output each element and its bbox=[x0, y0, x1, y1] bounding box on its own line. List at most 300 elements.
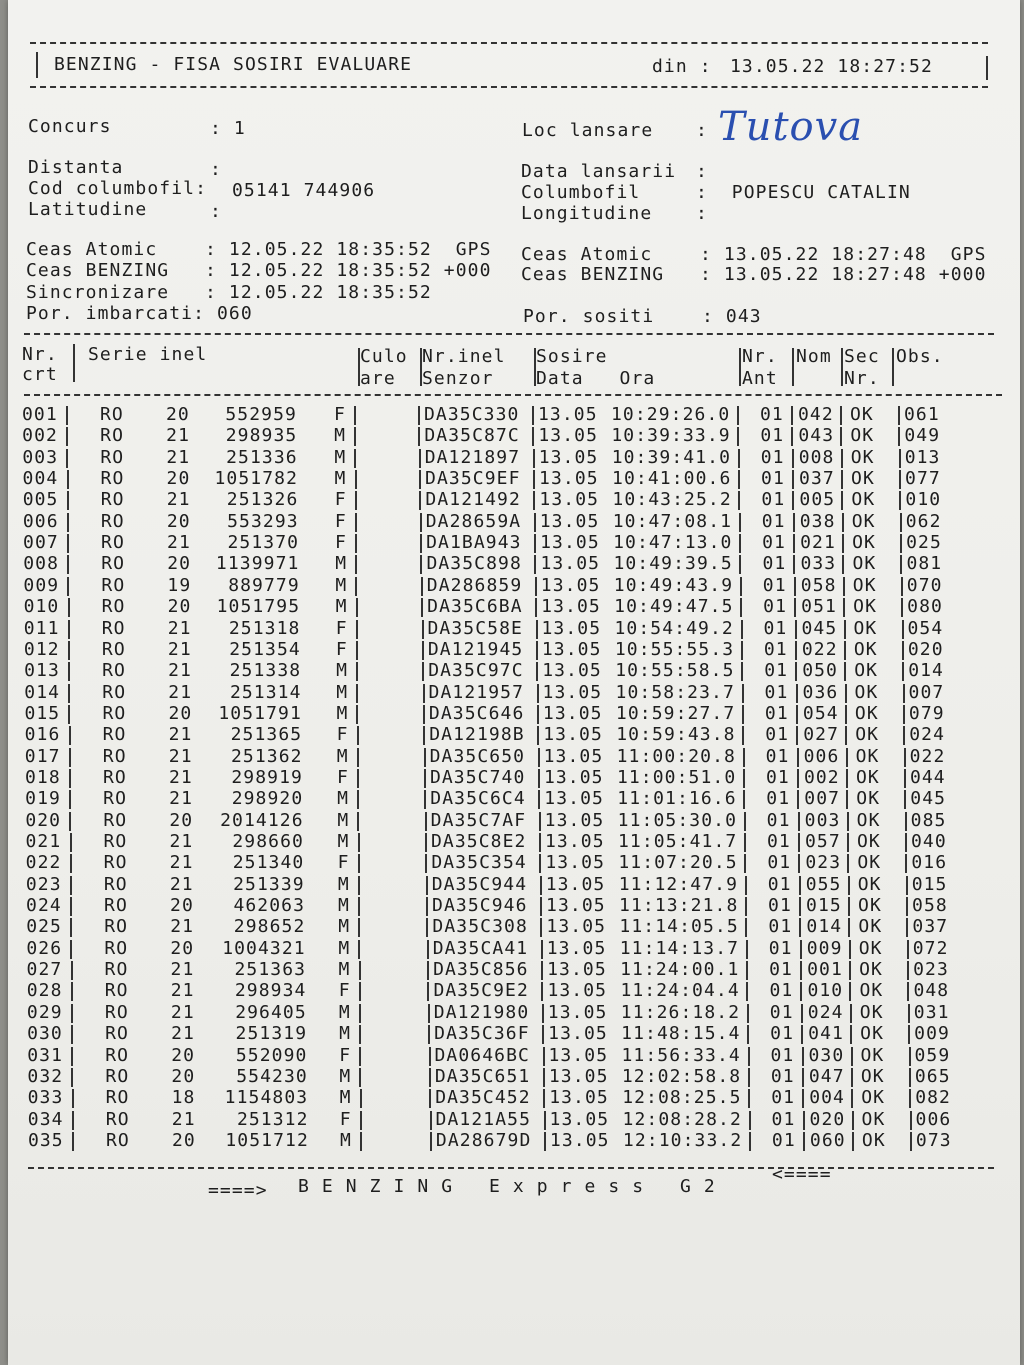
row-nr: 004 bbox=[22, 468, 59, 490]
row-arrival-date: 13.05 bbox=[548, 1065, 609, 1087]
row-sex: M bbox=[335, 574, 348, 596]
row-country: RO bbox=[100, 425, 125, 447]
row-nom: 027 bbox=[803, 724, 840, 746]
ceas-benzing-end: Ceas BENZING : 13.05.22 18:27:48 +000 bbox=[521, 264, 987, 285]
column-separator bbox=[356, 705, 358, 724]
row-arrival-time: 10:49:43.9 bbox=[613, 574, 734, 596]
row-sec: OK bbox=[851, 468, 875, 490]
column-separator bbox=[791, 406, 793, 425]
row-year: 21 bbox=[168, 660, 192, 682]
row-year: 20 bbox=[170, 937, 195, 959]
row-nr-ant: 01 bbox=[766, 809, 791, 831]
row-nr-ant: 01 bbox=[767, 831, 791, 852]
row-nr: 012 bbox=[23, 638, 60, 660]
column-separator bbox=[901, 577, 903, 596]
row-nr-ant: 01 bbox=[769, 980, 794, 1002]
row-arrival-date: 13.05 bbox=[541, 596, 601, 618]
row-nr-ant: 01 bbox=[764, 681, 789, 703]
column-separator bbox=[742, 705, 744, 724]
row-chip-id: DA35C308 bbox=[432, 916, 528, 938]
row-sec: OK bbox=[852, 574, 877, 596]
row-sec: OK bbox=[859, 959, 883, 981]
column-separator bbox=[795, 662, 797, 681]
column-separator bbox=[792, 470, 794, 489]
table-row bbox=[8, 916, 1020, 937]
row-country: RO bbox=[103, 788, 128, 810]
column-separator bbox=[421, 577, 423, 596]
column-separator bbox=[851, 1047, 853, 1066]
column-separator bbox=[359, 1068, 361, 1087]
row-sex: M bbox=[337, 809, 350, 831]
row-sec: OK bbox=[861, 1129, 886, 1151]
row-nr: 010 bbox=[23, 596, 60, 618]
column-separator bbox=[359, 961, 361, 980]
row-nom: 015 bbox=[806, 895, 842, 917]
row-chip-id: DA121A55 bbox=[435, 1108, 532, 1130]
row-ring-number: 298919 bbox=[231, 766, 303, 788]
row-sec: OK bbox=[860, 1044, 885, 1066]
row-sex: M bbox=[339, 1023, 351, 1045]
column-separator bbox=[354, 427, 356, 446]
table-row bbox=[8, 874, 1020, 895]
column-separator bbox=[422, 641, 424, 660]
column-separator bbox=[356, 662, 358, 681]
row-sex: F bbox=[335, 638, 348, 660]
row-year: 20 bbox=[167, 553, 192, 575]
column-separator bbox=[799, 897, 801, 916]
row-arrival-date: 13.05 bbox=[545, 831, 605, 852]
column-separator bbox=[745, 897, 747, 916]
row-ring-number: 552959 bbox=[225, 404, 297, 425]
column-separator bbox=[903, 726, 905, 745]
row-arrival-date: 13.05 bbox=[547, 1001, 608, 1023]
row-nr: 001 bbox=[22, 404, 58, 425]
column-separator bbox=[901, 598, 903, 617]
column-separator bbox=[424, 769, 426, 788]
column-separator bbox=[802, 1089, 804, 1108]
column-separator bbox=[426, 876, 428, 895]
column-separator bbox=[738, 470, 740, 489]
table-header-bottom-rule bbox=[24, 394, 1002, 396]
row-arrival-time: 11:14:13.7 bbox=[619, 937, 740, 959]
row-sex: M bbox=[334, 425, 347, 447]
row-arrival-time: 10:29:26.0 bbox=[611, 404, 731, 425]
row-country: RO bbox=[104, 895, 128, 917]
row-nom: 003 bbox=[804, 809, 841, 831]
column-separator bbox=[538, 769, 540, 788]
row-country: RO bbox=[104, 1001, 129, 1023]
row-nr: 025 bbox=[26, 916, 62, 938]
row-nom: 001 bbox=[807, 959, 843, 981]
row-nr-ant: 01 bbox=[763, 638, 788, 660]
column-separator bbox=[794, 598, 796, 617]
row-nr: 003 bbox=[22, 446, 59, 468]
row-country: RO bbox=[102, 681, 127, 703]
row-sec: OK bbox=[852, 553, 877, 575]
row-year: 21 bbox=[167, 617, 192, 639]
column-separator bbox=[795, 620, 797, 639]
row-arrival-date: 13.05 bbox=[545, 852, 606, 874]
column-separator bbox=[358, 940, 360, 959]
row-ring-number: 298652 bbox=[233, 916, 306, 938]
cod-columbofil-value: 05141 744906 bbox=[232, 180, 376, 201]
column-separator bbox=[419, 470, 421, 489]
column-separator bbox=[430, 1132, 432, 1151]
row-country: RO bbox=[103, 873, 128, 895]
header-sep bbox=[841, 348, 843, 386]
row-chip-id: DA35C36F bbox=[434, 1023, 530, 1045]
row-arrival-time: 12:08:25.5 bbox=[622, 1087, 742, 1109]
column-separator bbox=[741, 641, 743, 660]
row-country: RO bbox=[105, 1108, 130, 1130]
row-sec: OK bbox=[857, 852, 882, 874]
row-country: RO bbox=[100, 468, 125, 490]
row-year: 21 bbox=[168, 745, 193, 767]
row-sex: F bbox=[336, 766, 349, 788]
row-ring-number: 889779 bbox=[228, 574, 300, 596]
row-obs: 081 bbox=[906, 553, 943, 575]
row-nr: 021 bbox=[25, 831, 62, 852]
column-separator bbox=[843, 577, 845, 596]
column-separator bbox=[72, 1132, 74, 1151]
row-obs: 077 bbox=[905, 468, 941, 490]
row-sex: M bbox=[339, 1087, 352, 1109]
row-ring-number: 251339 bbox=[233, 873, 305, 895]
row-chip-id: DA0646BC bbox=[434, 1044, 530, 1066]
row-obs: 059 bbox=[914, 1044, 951, 1066]
header-serie-inel: Serie inel bbox=[88, 344, 208, 365]
table-row bbox=[8, 1045, 1020, 1066]
column-separator bbox=[536, 620, 538, 639]
row-year: 21 bbox=[166, 425, 191, 447]
column-separator bbox=[425, 833, 427, 852]
row-sex: F bbox=[334, 510, 347, 532]
column-separator bbox=[538, 748, 540, 767]
table-row bbox=[8, 682, 1020, 703]
row-obs: 070 bbox=[906, 574, 943, 596]
row-country: RO bbox=[104, 916, 129, 938]
header-nr-inel: Nr.inel bbox=[422, 346, 506, 367]
printed-sheet bbox=[8, 0, 1020, 1365]
row-sec: OK bbox=[855, 766, 880, 788]
row-ring-number: 296405 bbox=[235, 1001, 307, 1023]
row-nr: 002 bbox=[22, 425, 58, 447]
header-sec-nr: Nr. bbox=[844, 368, 880, 389]
row-year: 21 bbox=[171, 1023, 195, 1045]
row-obs: 061 bbox=[904, 404, 940, 425]
row-chip-id: DA35CA41 bbox=[432, 937, 529, 959]
row-arrival-date: 13.05 bbox=[539, 510, 600, 532]
row-chip-id: DA28679D bbox=[435, 1129, 532, 1151]
column-separator bbox=[909, 1089, 911, 1108]
row-country: RO bbox=[102, 660, 126, 682]
row-ring-number: 552090 bbox=[235, 1044, 308, 1066]
row-nom: 041 bbox=[808, 1023, 844, 1045]
row-ring-number: 298920 bbox=[231, 788, 304, 810]
column-separator bbox=[425, 812, 427, 831]
row-obs: 079 bbox=[908, 702, 945, 724]
header-nr: Nr. bbox=[22, 344, 58, 365]
row-nr-ant: 01 bbox=[765, 745, 790, 767]
column-separator bbox=[537, 705, 539, 724]
row-obs: 022 bbox=[909, 745, 946, 767]
row-chip-id: DA121897 bbox=[424, 446, 521, 468]
row-nom: 033 bbox=[800, 553, 837, 575]
column-separator bbox=[66, 427, 68, 446]
column-separator bbox=[67, 513, 69, 532]
column-separator bbox=[741, 620, 743, 639]
row-nr: 016 bbox=[24, 724, 61, 746]
row-obs: 010 bbox=[905, 489, 942, 511]
column-separator bbox=[421, 598, 423, 617]
loc-lansare-sep: : bbox=[696, 120, 708, 141]
row-year: 21 bbox=[170, 980, 195, 1002]
column-separator bbox=[802, 1047, 804, 1066]
column-separator bbox=[357, 769, 359, 788]
column-separator bbox=[355, 577, 357, 596]
sincronizare: Sincronizare : 12.05.22 18:35:52 bbox=[26, 282, 432, 303]
row-nr: 032 bbox=[27, 1065, 64, 1087]
column-separator bbox=[71, 1068, 73, 1087]
column-separator bbox=[539, 854, 541, 873]
row-nom: 051 bbox=[801, 596, 837, 618]
row-nr-ant: 01 bbox=[770, 1065, 795, 1087]
column-separator bbox=[541, 961, 543, 980]
column-separator bbox=[66, 406, 68, 425]
column-separator bbox=[420, 534, 422, 553]
row-sex: M bbox=[338, 937, 351, 959]
column-separator bbox=[67, 470, 69, 489]
porumbei-sositi: Por. sositi : 043 bbox=[523, 306, 762, 327]
column-separator bbox=[803, 1111, 805, 1130]
column-separator bbox=[67, 555, 69, 574]
column-separator bbox=[745, 918, 747, 937]
row-arrival-date: 13.05 bbox=[539, 468, 599, 490]
row-arrival-time: 11:05:41.7 bbox=[618, 831, 738, 852]
row-sec: OK bbox=[850, 404, 874, 425]
row-chip-id: DA35C87C bbox=[424, 425, 520, 447]
row-sex: M bbox=[336, 681, 349, 703]
row-country: RO bbox=[100, 510, 125, 532]
column-separator bbox=[356, 598, 358, 617]
column-separator bbox=[741, 662, 743, 681]
row-sec: OK bbox=[860, 1023, 885, 1045]
row-sex: F bbox=[337, 852, 350, 874]
row-nr: 033 bbox=[27, 1087, 64, 1109]
row-arrival-date: 13.05 bbox=[548, 1044, 609, 1066]
column-separator bbox=[68, 662, 70, 681]
row-nom: 022 bbox=[801, 638, 838, 660]
column-separator bbox=[71, 982, 73, 1001]
row-nom: 057 bbox=[805, 831, 841, 852]
row-arrival-time: 10:59:27.7 bbox=[615, 702, 736, 724]
table-row bbox=[8, 852, 1020, 873]
column-separator bbox=[848, 897, 850, 916]
row-ring-number: 298660 bbox=[232, 831, 304, 852]
row-arrival-time: 11:24:00.1 bbox=[620, 959, 740, 981]
column-separator bbox=[69, 726, 71, 745]
column-separator bbox=[845, 705, 847, 724]
row-nom: 060 bbox=[809, 1129, 846, 1151]
column-separator bbox=[534, 534, 536, 553]
column-separator bbox=[354, 449, 356, 468]
row-chip-id: DA35C8E2 bbox=[431, 831, 527, 852]
row-year: 20 bbox=[169, 809, 194, 831]
column-separator bbox=[800, 961, 802, 980]
row-country: RO bbox=[100, 404, 124, 425]
column-separator bbox=[430, 1111, 432, 1130]
column-separator bbox=[534, 513, 536, 532]
row-ring-number: 251363 bbox=[234, 959, 307, 981]
header-senzor: Senzor bbox=[422, 368, 494, 389]
row-sec: OK bbox=[860, 1065, 885, 1087]
column-separator bbox=[360, 1132, 362, 1151]
row-sec: OK bbox=[850, 446, 875, 468]
row-obs: 023 bbox=[913, 959, 949, 981]
footer-brand: B E N Z I N G E x p r e s s G 2 bbox=[298, 1176, 716, 1197]
column-separator bbox=[420, 513, 422, 532]
column-separator bbox=[543, 1068, 545, 1087]
table-row bbox=[8, 895, 1020, 916]
column-separator bbox=[358, 833, 360, 852]
column-separator bbox=[356, 641, 358, 660]
row-arrival-date: 13.05 bbox=[546, 916, 607, 938]
row-arrival-date: 13.05 bbox=[542, 660, 602, 682]
table-row bbox=[8, 980, 1020, 1001]
column-separator bbox=[535, 577, 537, 596]
column-separator bbox=[71, 1047, 73, 1066]
row-ring-number: 251318 bbox=[228, 617, 301, 639]
row-sex: M bbox=[334, 446, 347, 468]
column-separator bbox=[844, 641, 846, 660]
row-arrival-date: 13.05 bbox=[546, 895, 606, 917]
row-nr-ant: 01 bbox=[760, 446, 785, 468]
column-separator bbox=[67, 534, 69, 553]
column-separator bbox=[746, 982, 748, 1001]
column-separator bbox=[800, 940, 802, 959]
row-sec: OK bbox=[853, 596, 878, 618]
row-country: RO bbox=[105, 1023, 129, 1045]
column-separator bbox=[743, 769, 745, 788]
column-separator bbox=[359, 1025, 361, 1044]
row-year: 19 bbox=[167, 574, 192, 596]
column-separator bbox=[355, 491, 357, 510]
row-arrival-time: 10:49:47.5 bbox=[614, 596, 734, 618]
row-chip-id: DA35C9E2 bbox=[433, 980, 529, 1002]
row-arrival-time: 10:49:39.5 bbox=[613, 553, 733, 575]
row-obs: 009 bbox=[914, 1023, 950, 1045]
column-separator bbox=[841, 449, 843, 468]
header-sep bbox=[73, 344, 75, 382]
row-country: RO bbox=[100, 489, 125, 511]
column-separator bbox=[846, 769, 848, 788]
column-separator bbox=[794, 577, 796, 596]
row-ring-number: 251365 bbox=[230, 724, 303, 746]
column-separator bbox=[852, 1132, 854, 1151]
row-obs: 082 bbox=[915, 1087, 951, 1109]
row-nr-ant: 01 bbox=[760, 425, 785, 447]
column-separator bbox=[424, 790, 426, 809]
column-separator bbox=[538, 790, 540, 809]
column-separator bbox=[69, 769, 71, 788]
column-separator bbox=[796, 684, 798, 703]
row-arrival-date: 13.05 bbox=[544, 788, 604, 810]
row-nr-ant: 01 bbox=[769, 1001, 794, 1023]
row-arrival-time: 10:47:13.0 bbox=[613, 532, 733, 554]
column-separator bbox=[67, 491, 69, 510]
column-separator bbox=[418, 406, 420, 425]
column-separator bbox=[902, 620, 904, 639]
column-separator bbox=[792, 491, 794, 510]
row-year: 20 bbox=[171, 1065, 196, 1087]
header-bottom-rule bbox=[30, 86, 988, 88]
row-sex: M bbox=[336, 660, 349, 682]
column-separator bbox=[537, 726, 539, 745]
row-country: RO bbox=[103, 831, 128, 852]
column-separator bbox=[802, 1068, 804, 1087]
row-year: 20 bbox=[166, 404, 190, 425]
row-sec: OK bbox=[854, 660, 879, 682]
column-separator bbox=[358, 876, 360, 895]
column-separator bbox=[418, 427, 420, 446]
column-separator bbox=[544, 1132, 546, 1151]
row-sex: M bbox=[338, 1001, 351, 1023]
row-nr-ant: 01 bbox=[767, 852, 792, 874]
row-year: 21 bbox=[169, 873, 194, 895]
row-nom: 030 bbox=[808, 1044, 845, 1066]
row-year: 20 bbox=[170, 895, 194, 917]
column-separator bbox=[70, 897, 72, 916]
row-arrival-date: 13.05 bbox=[549, 1108, 610, 1130]
row-nr-ant: 01 bbox=[771, 1129, 796, 1151]
row-country: RO bbox=[101, 574, 126, 596]
row-obs: 045 bbox=[910, 788, 947, 810]
row-sex: M bbox=[336, 702, 349, 724]
row-arrival-time: 12:02:58.8 bbox=[621, 1065, 742, 1087]
column-separator bbox=[743, 748, 745, 767]
row-arrival-time: 12:08:28.2 bbox=[622, 1108, 742, 1130]
column-separator bbox=[898, 427, 900, 446]
column-separator bbox=[540, 918, 542, 937]
row-year: 20 bbox=[167, 596, 192, 618]
row-country: RO bbox=[102, 766, 127, 788]
column-separator bbox=[742, 726, 744, 745]
row-nom: 037 bbox=[799, 468, 835, 490]
row-ring-number: 251362 bbox=[230, 745, 303, 767]
row-chip-id: DA35C9EF bbox=[425, 468, 521, 490]
row-chip-id: DA35C856 bbox=[433, 959, 529, 981]
table-row bbox=[8, 553, 1020, 574]
column-separator bbox=[427, 961, 429, 980]
column-separator bbox=[851, 1089, 853, 1108]
column-separator bbox=[67, 577, 69, 596]
column-separator bbox=[69, 790, 71, 809]
header-sep bbox=[892, 348, 894, 386]
column-separator bbox=[744, 812, 746, 831]
row-year: 21 bbox=[170, 959, 195, 981]
row-ring-number: 462063 bbox=[233, 895, 306, 917]
row-ring-number: 1051791 bbox=[218, 702, 302, 724]
column-separator bbox=[539, 833, 541, 852]
row-year: 21 bbox=[168, 681, 193, 703]
row-nom: 058 bbox=[800, 574, 837, 596]
header-sec: Sec bbox=[844, 346, 880, 367]
concurs-label: Concurs bbox=[28, 116, 112, 137]
row-obs: 049 bbox=[904, 425, 941, 447]
column-separator bbox=[844, 620, 846, 639]
column-separator bbox=[851, 1068, 853, 1087]
row-obs: 065 bbox=[914, 1065, 951, 1087]
